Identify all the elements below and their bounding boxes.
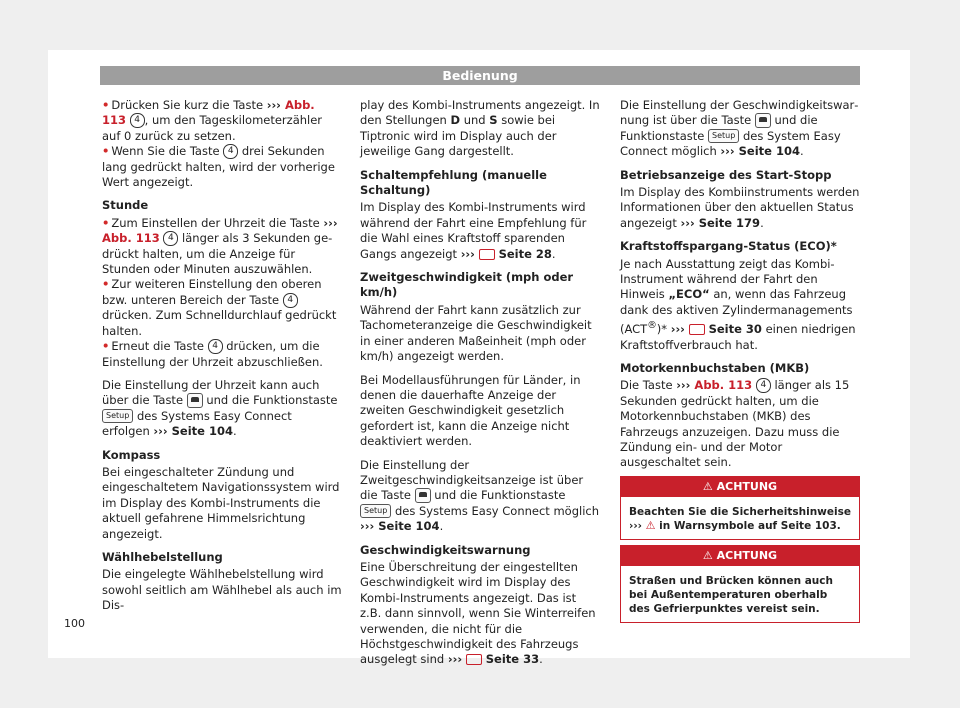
page-link[interactable]: Seite 104 [738,144,800,159]
heading-kompass: Kompass [102,447,161,462]
callout-number: 4 [130,113,145,128]
paragraph-schaltempfehlung: Im Display des Kombi-Instruments wird während der Fahrt eine Empfehlung für die Wahl eines Kraftstoff sparenden Gangs angezeigt ››› Seite 28. [360,200,587,261]
warning-header: ⚠ ACHTUNG [621,546,859,566]
book-icon [479,249,495,260]
page-link[interactable]: Seite 30 [708,322,762,337]
ref-arrows-icon: ››› [323,215,338,230]
paragraph-geschwindigkeitswarnung: Eine Überschreitung der eingestellten Geschwindigkeit wird im Display des Kombi-Instruments angezeigt. Das ist z.B. dann sinnvoll, wenn Sie Winterreifen verwenden, die nicht für die Höchstgeschwindigkeit des Fahrzeugs ausgelegt sind ››› Seite 33. [360,559,596,667]
car-icon [415,488,431,503]
setup-key: Setup [708,129,739,143]
page-link[interactable]: Seite 104 [171,424,233,439]
ref-arrows-icon: ››› [360,519,379,534]
setup-key: Setup [360,504,391,518]
bullet-reset-trip: • Drücken Sie kurz die Taste ››› Abb. 113 4 , um den Tageskilometerzähler auf 0 zurück zu setzen. [102,98,323,143]
heading-start-stopp: Betriebsanzeige des Start-Stopp [620,167,832,182]
paragraph-zweitgeschwindigkeit: Während der Fahrt kann zusätzlich zur Tachometeranzeige die Geschwindigkeit in einer anderen Maßeinheit (mph oder km/h) angezeigt werden. [360,302,592,364]
callout-number: 4 [756,378,771,393]
column-1 [102,98,342,622]
column-3 [620,98,860,479]
bullet-further-setting: • Zur weiteren Einstellung den oberen bzw. unteren Bereich der Taste 4 drücken. Zum Schnelldurchlauf gedrückt halten. [102,277,337,338]
figure-link[interactable]: Abb. 113 [102,98,315,128]
paragraph-gear-display: play des Kombi-Instruments angezeigt. In den Stellungen D und S sowie bei Tiptronic wird im Display auch der jeweilige Gang dargestellt. [360,98,600,159]
figure-link[interactable]: Abb. 113 [694,378,753,393]
warning-box-2 [620,545,860,623]
setup-key: Setup [102,409,133,423]
car-icon [755,113,771,128]
column-2 [360,98,600,676]
heading-stunde: Stunde [102,198,149,213]
ref-arrows-icon: ››› [629,520,646,532]
callout-number: 4 [163,231,178,246]
page-link[interactable]: Seite 28 [498,246,552,261]
paragraph-mkb: Die Taste ››› Abb. 113 4 länger als 15 Sekunden gedrückt halten, um die Motorkennbuchstaben (MKB) des Fahrzeugs anzuzeigen. Dazu muss die Zündung ein- und der Motor ausgeschaltet sein. [620,378,850,470]
warning-box-1 [620,476,860,540]
bullet-icon: • [102,277,110,292]
callout-number: 4 [208,339,223,354]
ref-arrows-icon: ››› [460,246,479,261]
book-icon [466,654,482,665]
callout-number: 4 [223,144,238,159]
paragraph-time-setting: Die Einstellung der Uhrzeit kann auch über die Taste und die Funktionstaste Setup des Systems Easy Connect erfolgen ››› Seite 104. [102,377,338,439]
book-icon [689,324,705,335]
warning-triangle-icon: ⚠ [645,519,656,532]
heading-waehlhebel: Wählhebelstellung [102,549,223,564]
page-number: 100 [64,617,85,630]
ref-arrows-icon: ››› [153,424,172,439]
paragraph-waehlhebel: Die eingelegte Wählhebelstellung wird sowohl seitlich am Wählhebel als auch im Dis- [102,567,342,613]
bullet-hour-set: • Zum Einstellen der Uhrzeit die Taste ››› Abb. 113 4 länger als 3 Sekunden gedrückt halten, um die Anzeige für Stunden oder Minuten auszuwählen. [102,215,338,277]
paragraph-warn-setting: Die Einstellung der Geschwindigkeitswarnung ist über die Taste und die Funktionstaste Setup des System Easy Connect möglich ››› Seite 104. [620,98,859,159]
bullet-finish-setting: • Erneut die Taste 4 drücken, um die Einstellung der Uhrzeit abzuschließen. [102,339,323,369]
heading-eco: Kraftstoffspargang-Status (ECO)* [620,239,837,254]
warning-triangle-icon: ⚠ [702,549,713,562]
page-link[interactable]: Seite 104 [378,519,440,534]
ref-arrows-icon: ››› [676,378,695,393]
heading-geschwindigkeitswarnung: Geschwindigkeitswarnung [360,542,531,557]
callout-number: 4 [283,293,298,308]
warning-header: ⚠ ACHTUNG [621,477,859,497]
bullet-icon: • [102,339,110,354]
paragraph-kompass: Bei eingeschalteter Zündung und eingeschaltetem Navigationssystem wird im Display des Kombi-Instruments die aktuell gefahrene Himmelsrichtung angezeigt. [102,464,340,541]
ref-arrows-icon: ››› [266,98,285,112]
warning-triangle-icon: ⚠ [702,480,713,493]
car-icon [187,393,203,408]
ref-arrows-icon: ››› [720,144,739,159]
bullet-previous-value: • Wenn Sie die Taste 4 drei Sekunden lang gedrückt halten, wird der vorherige Wert angezeigt. [102,144,335,190]
page-link[interactable]: Seite 179 [698,215,761,230]
heading-schaltempfehlung: Schaltempfehlung (manuelle Schaltung) [360,167,547,198]
warning-text: Straßen und Brücken können auch bei Außentemperaturen oberhalb des Gefrierpunktes vereist sein. [629,575,833,615]
ref-arrows-icon: ››› [447,652,467,667]
bullet-icon: • [102,144,110,159]
paragraph-zweit-setting: Die Einstellung der Zweitgeschwindigkeitsanzeige ist über die Taste und die Funktionstaste Setup des Systems Easy Connect möglich ››› Seite 104. [360,457,600,534]
paragraph-eco: Je nach Ausstattung zeigt das Kombi-Instrument während der Fahrt den Hinweis „ECO“ an, wenn das Fahrzeug dank des aktiven Zylindermanagements (ACT®)* ››› Seite 30 einen niedrigen Kraftstoffverbrauch hat. [620,256,856,352]
heading-zweitgeschwindigkeit: Zweitgeschwindigkeit (mph oder km/h) [360,270,574,300]
bullet-icon: • [102,215,110,230]
paragraph-laender: Bei Modellausführungen für Länder, in denen die dauerhafte Anzeige der zweiten Geschwindigkeit gesetzlich gefordert ist, kann die Anzeige nicht deaktiviert werden. [360,372,581,449]
bullet-icon: • [102,98,110,112]
ref-arrows-icon: ››› [680,215,699,230]
warning-text: Beachten Sie die Sicherheitshinweise ››› ⚠ in Warnsymbole auf Seite 103. [629,506,851,532]
paragraph-start-stopp: Im Display des Kombiinstruments werden Informationen über den aktuellen Status angezeigt ››› Seite 179. [620,185,860,230]
section-header: Bedienung [100,66,860,85]
page-link[interactable]: Seite 33 [485,652,540,667]
figure-link[interactable]: Abb. 113 [102,231,160,246]
ref-arrows-icon: ››› [670,322,689,337]
heading-mkb: Motorkennbuchstaben (MKB) [620,360,810,375]
